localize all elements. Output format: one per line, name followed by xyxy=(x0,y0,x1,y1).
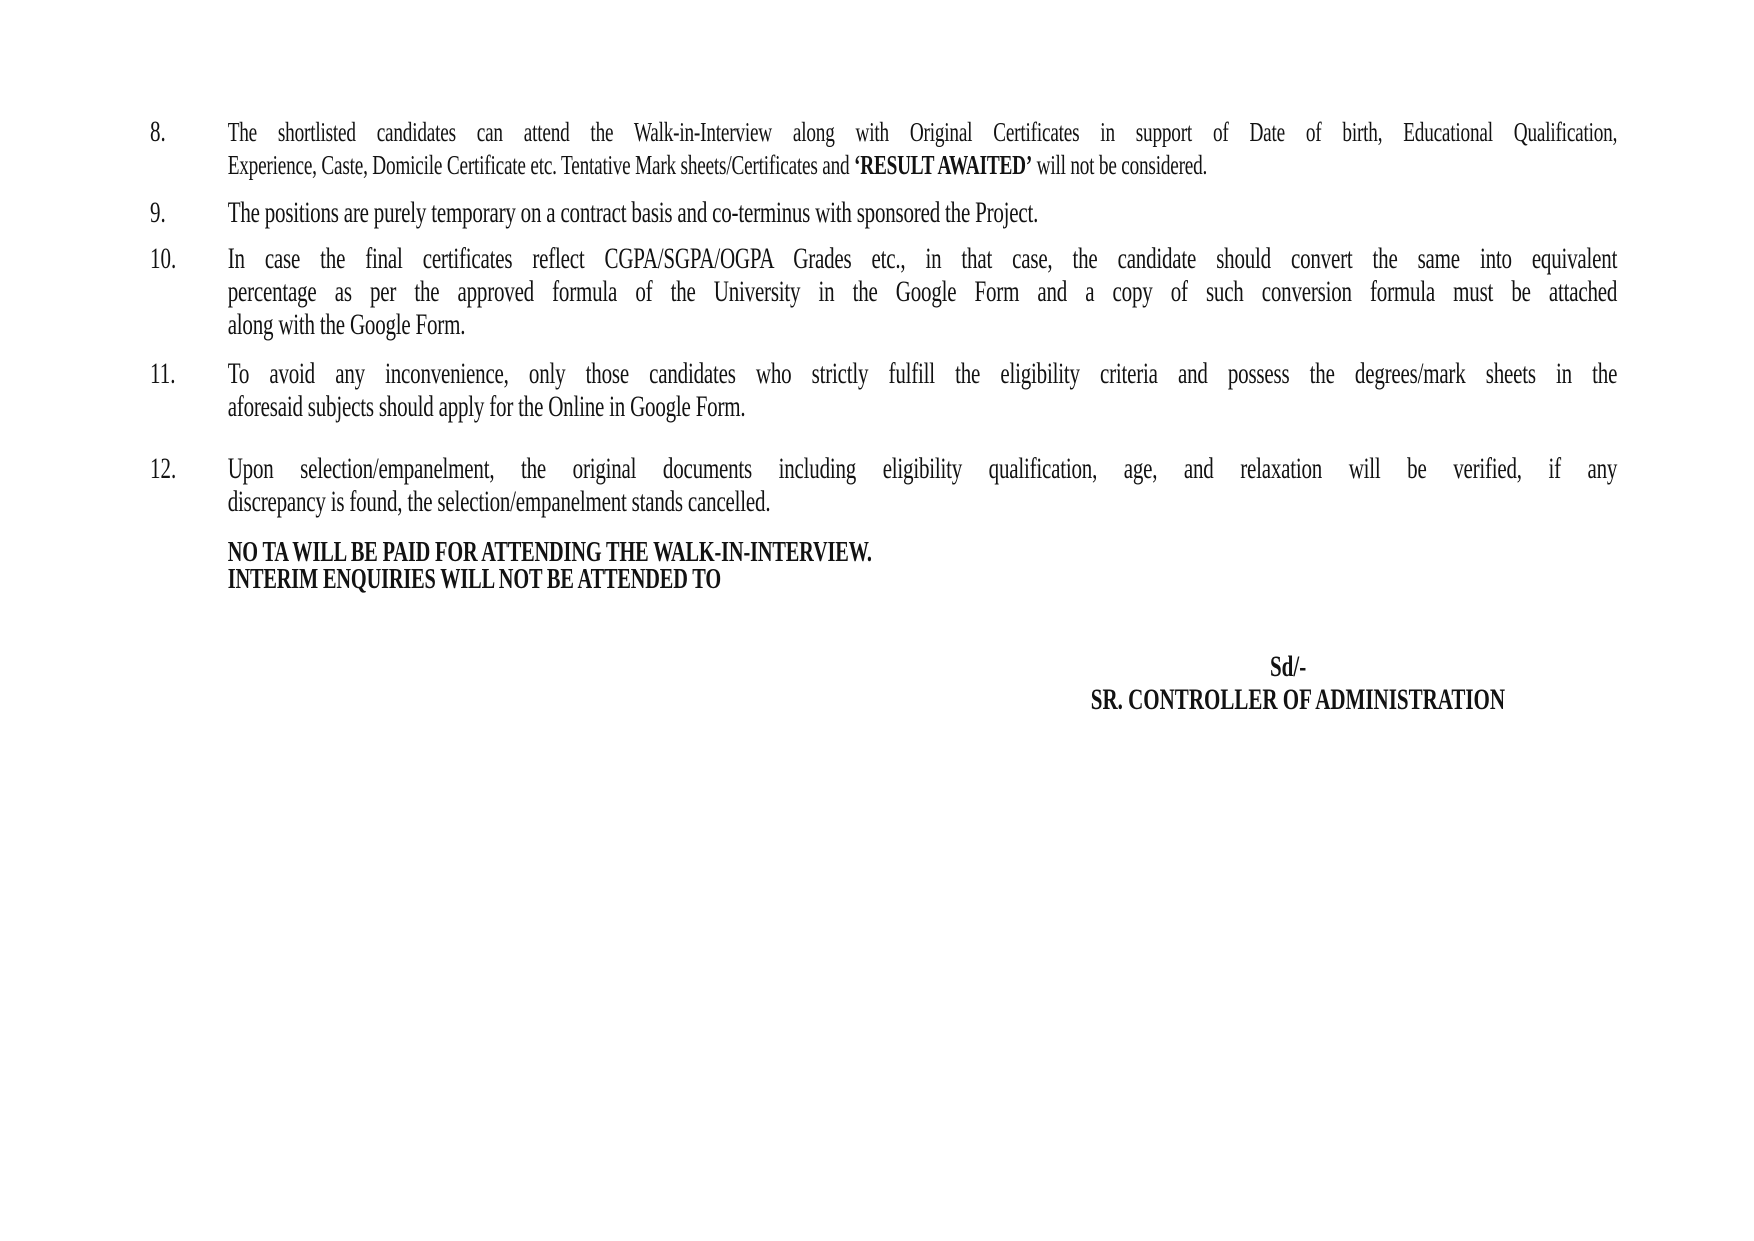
item-text-line: To avoid any inconvenience, only those candidates who strictly fulfill the eligibility criteria and possess the degrees/mark sheets in the xyxy=(227,357,1618,390)
document-content xyxy=(150,115,1617,716)
notice-line-no-ta: NO TA WILL BE PAID FOR ATTENDING THE WALK-IN-INTERVIEW. xyxy=(227,536,872,568)
item-number: 10. xyxy=(150,242,177,275)
signature-sd: Sd/- xyxy=(1270,650,1307,683)
list-item-10 xyxy=(150,242,1617,341)
item-text-line: aforesaid subjects should apply for the Online in Google Form. xyxy=(227,390,746,423)
item-text-segment: will not be considered. xyxy=(1032,149,1208,180)
notice-block xyxy=(227,536,1618,595)
result-awaited-bold-text: ‘RESULT AWAITED’ xyxy=(854,149,1033,180)
item-number: 12. xyxy=(150,452,177,485)
item-text-line: along with the Google Form. xyxy=(227,308,466,341)
signature-title: SR. CONTROLLER OF ADMINISTRATION xyxy=(1090,683,1506,716)
list-item-12 xyxy=(150,452,1617,518)
list-item-9 xyxy=(150,196,1617,229)
item-number: 9. xyxy=(150,196,166,229)
item-text-line: discrepancy is found, the selection/empanelment stands cancelled. xyxy=(227,485,771,518)
item-number: 11. xyxy=(150,357,176,390)
item-text xyxy=(228,452,1618,518)
item-text-line: Upon selection/empanelment, the original documents including eligibility qualification, age, and relaxation will be verified, if any xyxy=(227,452,1618,485)
item-text-line: percentage as per the approved formula of the University in the Google Form and a copy of such conversion formula must be attached xyxy=(227,275,1618,308)
notice-line-interim: INTERIM ENQUIRIES WILL NOT BE ATTENDED TO xyxy=(227,563,721,595)
item-text-line: The positions are purely temporary on a contract basis and co-terminus with sponsored the Project. xyxy=(227,196,1039,229)
item-text-line xyxy=(228,148,1618,181)
item-text xyxy=(228,242,1618,341)
list-item-11 xyxy=(150,357,1617,423)
item-text xyxy=(228,196,1618,229)
item-text xyxy=(228,115,1618,181)
item-number: 8. xyxy=(150,115,166,148)
item-text xyxy=(228,357,1618,423)
item-text-line: In case the final certificates reflect CGPA/SGPA/OGPA Grades etc., in that case, the candidate should convert the same into equivalent xyxy=(227,242,1618,275)
list-item-8 xyxy=(150,115,1617,181)
signature-block xyxy=(150,650,1617,716)
item-text-segment: Experience, Caste, Domicile Certificate etc. Tentative Mark sheets/Certificates and xyxy=(227,149,855,180)
item-text-line: The shortlisted candidates can attend the Walk-in-Interview along with Original Certificates in support of Date of birth, Educational Qualification, xyxy=(227,116,1618,147)
